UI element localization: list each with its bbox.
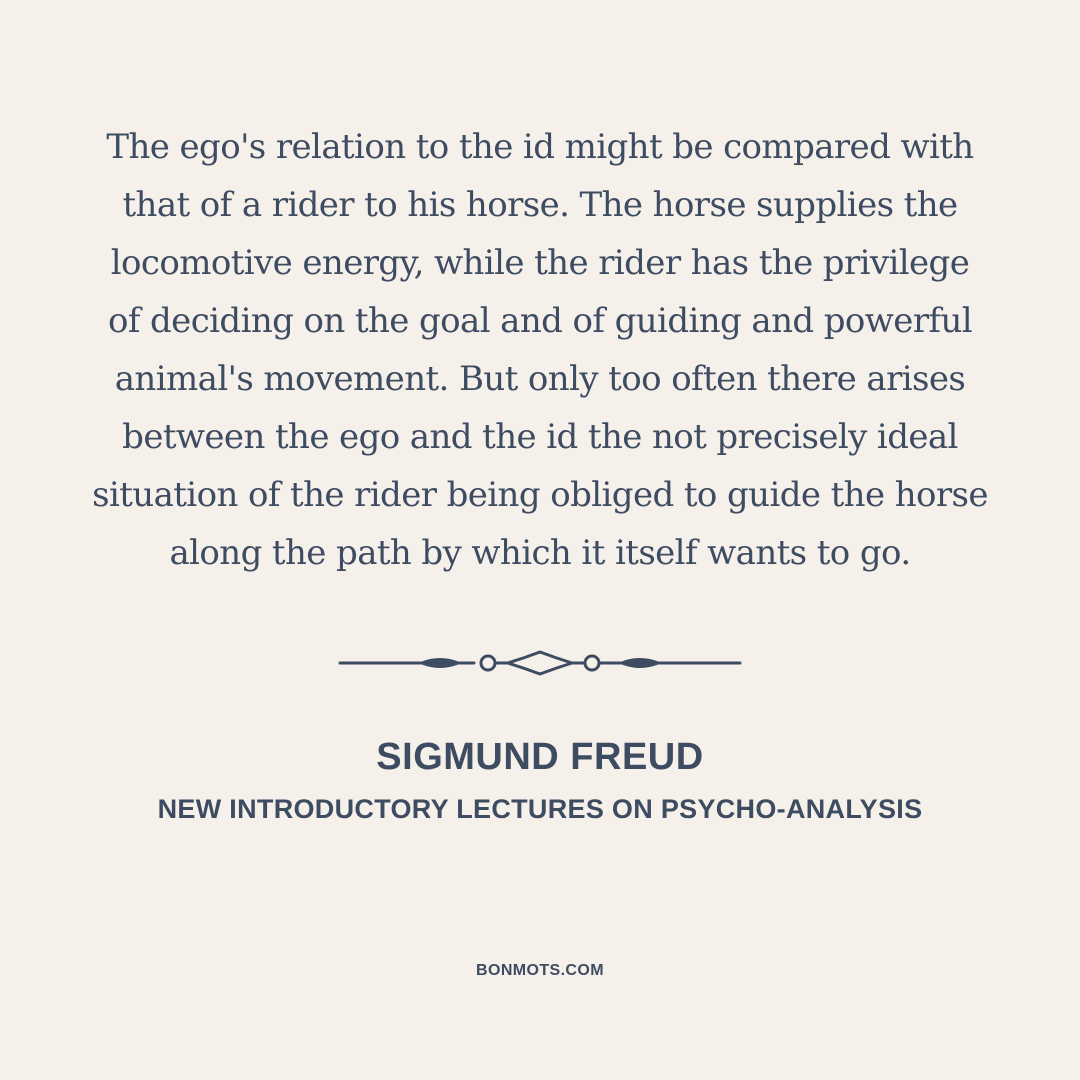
- quote-line: The ego's relation to the id might be compared with: [106, 127, 974, 167]
- quote-line: of deciding on the goal and of guiding and powerful: [107, 301, 973, 341]
- quote-text: [0, 118, 1080, 582]
- quote-line: between the ego and the id the not precisely ideal: [122, 417, 958, 457]
- quote-line: locomotive energy, while the rider has the privilege: [110, 243, 970, 283]
- quote-line: situation of the rider being obliged to guide the horse: [92, 475, 988, 515]
- site-link[interactable]: BONMOTS.COM: [476, 962, 604, 979]
- ornamental-divider-icon: [336, 646, 744, 680]
- quote-line: that of a rider to his horse. The horse supplies the: [122, 185, 958, 225]
- source-title: NEW INTRODUCTORY LECTURES ON PSYCHO-ANALYSIS: [157, 794, 923, 824]
- author-name: SIGMUND FREUD: [376, 736, 704, 778]
- quote-line: along the path by which it itself wants to go.: [169, 533, 911, 573]
- quote-line: animal's movement. But only too often there arises: [114, 359, 966, 399]
